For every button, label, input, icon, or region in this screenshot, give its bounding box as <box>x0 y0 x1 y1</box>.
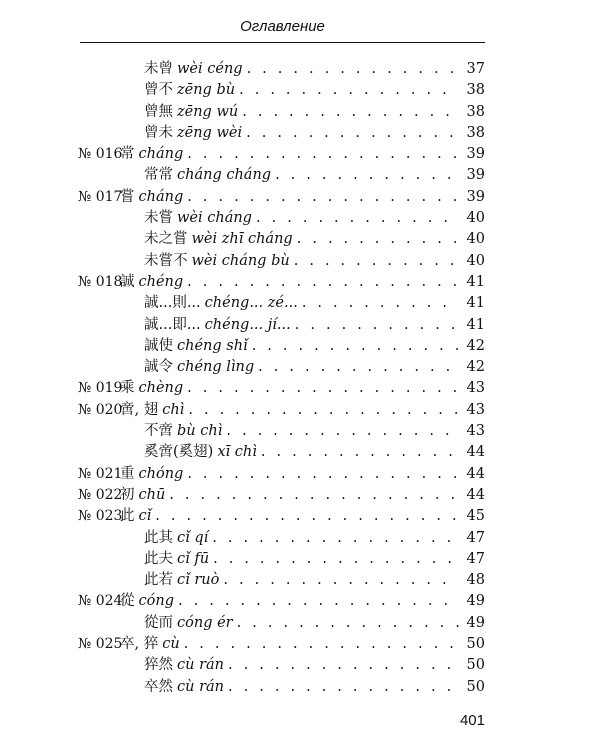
entry-title <box>120 400 184 421</box>
entry-line <box>120 464 485 485</box>
dot-leader <box>258 357 481 378</box>
toc-entry <box>0 549 600 570</box>
entry-line <box>144 357 485 378</box>
dot-leader <box>237 613 481 634</box>
entry-line <box>144 251 485 272</box>
entry-page: 43 <box>459 400 485 421</box>
entry-hanzi: 誠...則... <box>144 295 201 312</box>
toc-entry <box>0 528 600 549</box>
dot-leader <box>246 123 481 144</box>
entry-title <box>144 293 298 314</box>
toc-entry <box>0 251 600 272</box>
entry-pinyin: cù <box>162 636 180 653</box>
toc-entry <box>0 506 600 527</box>
entry-page: 49 <box>459 613 485 634</box>
entry-pinyin: bù chì <box>177 423 223 440</box>
toc-entry <box>0 102 600 123</box>
entry-line <box>120 272 485 293</box>
toc-entry <box>0 634 600 655</box>
dot-leader <box>187 272 481 293</box>
entry-line <box>144 442 485 463</box>
entry-number: № 025 <box>78 636 123 653</box>
entry-title <box>144 59 243 80</box>
toc-entry <box>0 80 600 101</box>
entry-title <box>144 165 271 186</box>
entry-title <box>144 123 242 144</box>
entry-line <box>144 315 485 336</box>
entry-pinyin: chóng <box>138 465 184 482</box>
entry-line <box>120 506 485 527</box>
toc-entry <box>0 336 600 357</box>
entry-hanzi: 曾不 <box>144 82 173 99</box>
entry-hanzi: 常 <box>120 146 135 163</box>
entry-page: 38 <box>459 123 485 144</box>
toc-entry <box>0 357 600 378</box>
toc-entry <box>0 421 600 442</box>
entry-line <box>120 485 485 506</box>
entry-page: 37 <box>459 59 485 80</box>
entry-title <box>120 634 180 655</box>
entry-title <box>120 144 183 165</box>
entry-title <box>144 336 248 357</box>
entry-pinyin: cóng ér <box>177 614 233 631</box>
dot-leader <box>178 591 481 612</box>
entry-hanzi: 未嘗 <box>144 210 173 227</box>
header-rule <box>80 42 485 43</box>
entry-page: 50 <box>459 634 485 655</box>
entry-line <box>144 165 485 186</box>
entry-hanzi: 初 <box>120 486 135 503</box>
entry-pinyin: zēng bù <box>177 82 236 99</box>
entry-hanzi: 此 <box>120 508 135 525</box>
entry-hanzi: 從 <box>120 593 135 610</box>
entry-hanzi: 誠使 <box>144 337 173 354</box>
entry-hanzi: 常常 <box>144 167 173 184</box>
toc-entry <box>0 442 600 463</box>
entry-pinyin: cǐ <box>138 508 152 525</box>
entry-pinyin: cháng <box>138 188 184 205</box>
toc-entry <box>0 591 600 612</box>
entry-page: 45 <box>459 506 485 527</box>
entry-title <box>120 485 165 506</box>
dot-leader <box>187 144 481 165</box>
entry-line <box>144 102 485 123</box>
entry-page: 44 <box>459 485 485 506</box>
entry-page: 41 <box>459 272 485 293</box>
entry-title <box>120 464 183 485</box>
entry-hanzi: 此若 <box>144 572 173 589</box>
entry-title <box>120 506 151 527</box>
entry-title <box>144 549 209 570</box>
entry-pinyin: cóng <box>138 593 174 610</box>
entry-number: № 022 <box>78 486 123 503</box>
entry-hanzi: 未曾 <box>144 61 173 77</box>
entry-title <box>144 229 293 250</box>
entry-line <box>120 400 485 421</box>
entry-page: 40 <box>459 208 485 229</box>
dot-leader <box>242 102 481 123</box>
entry-line <box>144 229 485 250</box>
dot-leader <box>187 187 481 208</box>
dot-leader <box>239 80 481 101</box>
toc-entry <box>0 677 600 698</box>
entry-pinyin: chéng <box>138 273 184 290</box>
toc-entry <box>0 272 600 293</box>
entry-number: № 023 <box>78 508 123 525</box>
dot-leader <box>228 655 481 676</box>
entry-line <box>120 634 485 655</box>
dot-leader <box>226 421 481 442</box>
entry-line <box>144 208 485 229</box>
entry-hanzi: 猝然 <box>144 657 173 674</box>
entry-hanzi: 嘗 <box>120 188 135 205</box>
dot-leader <box>228 677 481 698</box>
entry-pinyin: cù rán <box>177 657 224 674</box>
entry-line <box>144 528 485 549</box>
entry-pinyin: chéng shǐ <box>177 337 248 354</box>
dot-leader <box>297 229 481 250</box>
entry-number: № 024 <box>78 593 123 610</box>
entry-line <box>144 655 485 676</box>
toc-entry <box>0 59 600 80</box>
entry-page: 40 <box>459 229 485 250</box>
toc-entry <box>0 229 600 250</box>
entry-hanzi: 卒, 猝 <box>120 636 159 653</box>
entry-title <box>120 272 183 293</box>
toc-entry <box>0 144 600 165</box>
entry-title <box>144 315 291 336</box>
toc-entry <box>0 293 600 314</box>
entry-pinyin: chì <box>162 401 185 418</box>
entry-pinyin: cháng cháng <box>177 167 272 184</box>
running-header: Оглавление <box>240 18 325 35</box>
dot-leader <box>187 378 481 399</box>
dot-leader <box>302 293 481 314</box>
entry-title <box>144 677 224 698</box>
dot-leader <box>261 442 481 463</box>
entry-line <box>144 293 485 314</box>
entry-title <box>144 570 219 591</box>
entry-page: 50 <box>459 677 485 698</box>
entry-pinyin: wèi céng <box>177 61 243 77</box>
entry-line <box>120 591 485 612</box>
toc-entry <box>0 378 600 399</box>
entry-number: № 019 <box>78 380 123 397</box>
dot-leader <box>247 59 481 80</box>
entry-pinyin: cǐ ruò <box>177 572 220 589</box>
entry-title <box>144 613 233 634</box>
entry-pinyin: zēng wèi <box>177 124 243 141</box>
entry-page: 43 <box>459 421 485 442</box>
entry-hanzi: 奚啻(奚翅) <box>144 444 214 461</box>
entry-line <box>120 144 485 165</box>
toc-entry <box>0 123 600 144</box>
entry-line <box>144 123 485 144</box>
entry-pinyin: cǐ qí <box>177 529 209 546</box>
entry-title <box>144 528 208 549</box>
entry-hanzi: 卒然 <box>144 678 173 695</box>
entry-page: 39 <box>459 187 485 208</box>
entry-pinyin: xī chì <box>217 444 257 461</box>
entry-line <box>144 613 485 634</box>
dot-leader <box>275 165 481 186</box>
entry-hanzi: 從而 <box>144 614 173 631</box>
dot-leader <box>213 549 481 570</box>
entry-line <box>144 570 485 591</box>
table-of-contents <box>0 59 600 698</box>
page-number: 401 <box>459 712 485 729</box>
entry-hanzi: 此夫 <box>144 550 173 567</box>
entry-hanzi: 重 <box>120 465 135 482</box>
entry-pinyin: chéng... jí... <box>204 316 291 333</box>
entry-title <box>144 208 252 229</box>
entry-page: 39 <box>459 144 485 165</box>
entry-title <box>144 357 254 378</box>
entry-pinyin: wèi cháng bù <box>191 252 290 269</box>
toc-entry <box>0 613 600 634</box>
dot-leader <box>155 506 481 527</box>
entry-page: 43 <box>459 378 485 399</box>
entry-pinyin: chéng... zé... <box>204 295 298 312</box>
entry-title <box>144 251 290 272</box>
entry-page: 39 <box>459 165 485 186</box>
entry-title <box>144 442 257 463</box>
entry-pinyin: cháng <box>138 146 184 163</box>
entry-number: № 020 <box>78 401 123 418</box>
entry-title <box>144 655 224 676</box>
entry-page: 50 <box>459 655 485 676</box>
entry-page: 40 <box>459 251 485 272</box>
entry-number: № 017 <box>78 188 123 205</box>
dot-leader <box>295 315 481 336</box>
entry-page: 47 <box>459 528 485 549</box>
toc-entry <box>0 570 600 591</box>
dot-leader <box>223 570 481 591</box>
entry-pinyin: chèng <box>138 380 184 397</box>
entry-page: 42 <box>459 336 485 357</box>
entry-hanzi: 啻, 翅 <box>120 401 159 418</box>
entry-number: № 016 <box>78 146 123 163</box>
entry-pinyin: chéng lìng <box>177 359 255 376</box>
dot-leader <box>294 251 481 272</box>
entry-hanzi: 曾無 <box>144 103 173 120</box>
entry-page: 44 <box>459 464 485 485</box>
entry-pinyin: zēng wú <box>177 103 239 120</box>
entry-title <box>120 378 183 399</box>
entry-page: 42 <box>459 357 485 378</box>
dot-leader <box>256 208 481 229</box>
entry-title <box>120 187 183 208</box>
entry-line <box>144 677 485 698</box>
entry-page: 44 <box>459 442 485 463</box>
entry-page: 38 <box>459 80 485 101</box>
entry-hanzi: 誠 <box>120 273 135 290</box>
dot-leader <box>184 634 481 655</box>
entry-hanzi: 未之嘗 <box>144 231 188 248</box>
entry-page: 47 <box>459 549 485 570</box>
entry-title <box>120 591 174 612</box>
entry-hanzi: 此其 <box>144 529 173 546</box>
entry-line <box>144 549 485 570</box>
entry-line <box>144 80 485 101</box>
dot-leader <box>187 464 481 485</box>
entry-title <box>144 80 235 101</box>
toc-entry <box>0 315 600 336</box>
entry-hanzi: 不啻 <box>144 423 173 440</box>
entry-page: 41 <box>459 315 485 336</box>
entry-title <box>144 421 222 442</box>
entry-number: № 018 <box>78 273 123 290</box>
dot-leader <box>169 485 481 506</box>
toc-entry <box>0 655 600 676</box>
entry-hanzi: 乘 <box>120 380 135 397</box>
toc-entry <box>0 485 600 506</box>
toc-entry <box>0 187 600 208</box>
toc-entry <box>0 464 600 485</box>
toc-entry <box>0 165 600 186</box>
entry-hanzi: 曾未 <box>144 124 173 141</box>
entry-page: 49 <box>459 591 485 612</box>
entry-pinyin: cǐ fū <box>177 550 210 567</box>
entry-title <box>144 102 238 123</box>
entry-hanzi: 誠令 <box>144 359 173 376</box>
dot-leader <box>188 400 481 421</box>
entry-line <box>144 421 485 442</box>
entry-page: 41 <box>459 293 485 314</box>
entry-line <box>144 336 485 357</box>
entry-pinyin: cù rán <box>177 678 224 695</box>
entry-pinyin: wèi zhī cháng <box>191 231 293 248</box>
toc-entry <box>0 400 600 421</box>
entry-line <box>120 378 485 399</box>
entry-number: № 021 <box>78 465 123 482</box>
entry-pinyin: wèi cháng <box>177 210 252 227</box>
entry-page: 48 <box>459 570 485 591</box>
entry-line <box>144 59 485 80</box>
entry-hanzi: 未嘗不 <box>144 252 188 269</box>
entry-line <box>120 187 485 208</box>
entry-page: 38 <box>459 102 485 123</box>
toc-entry <box>0 208 600 229</box>
dot-leader <box>212 528 481 549</box>
entry-hanzi: 誠...即... <box>144 316 201 333</box>
dot-leader <box>252 336 481 357</box>
entry-pinyin: chū <box>138 486 166 503</box>
